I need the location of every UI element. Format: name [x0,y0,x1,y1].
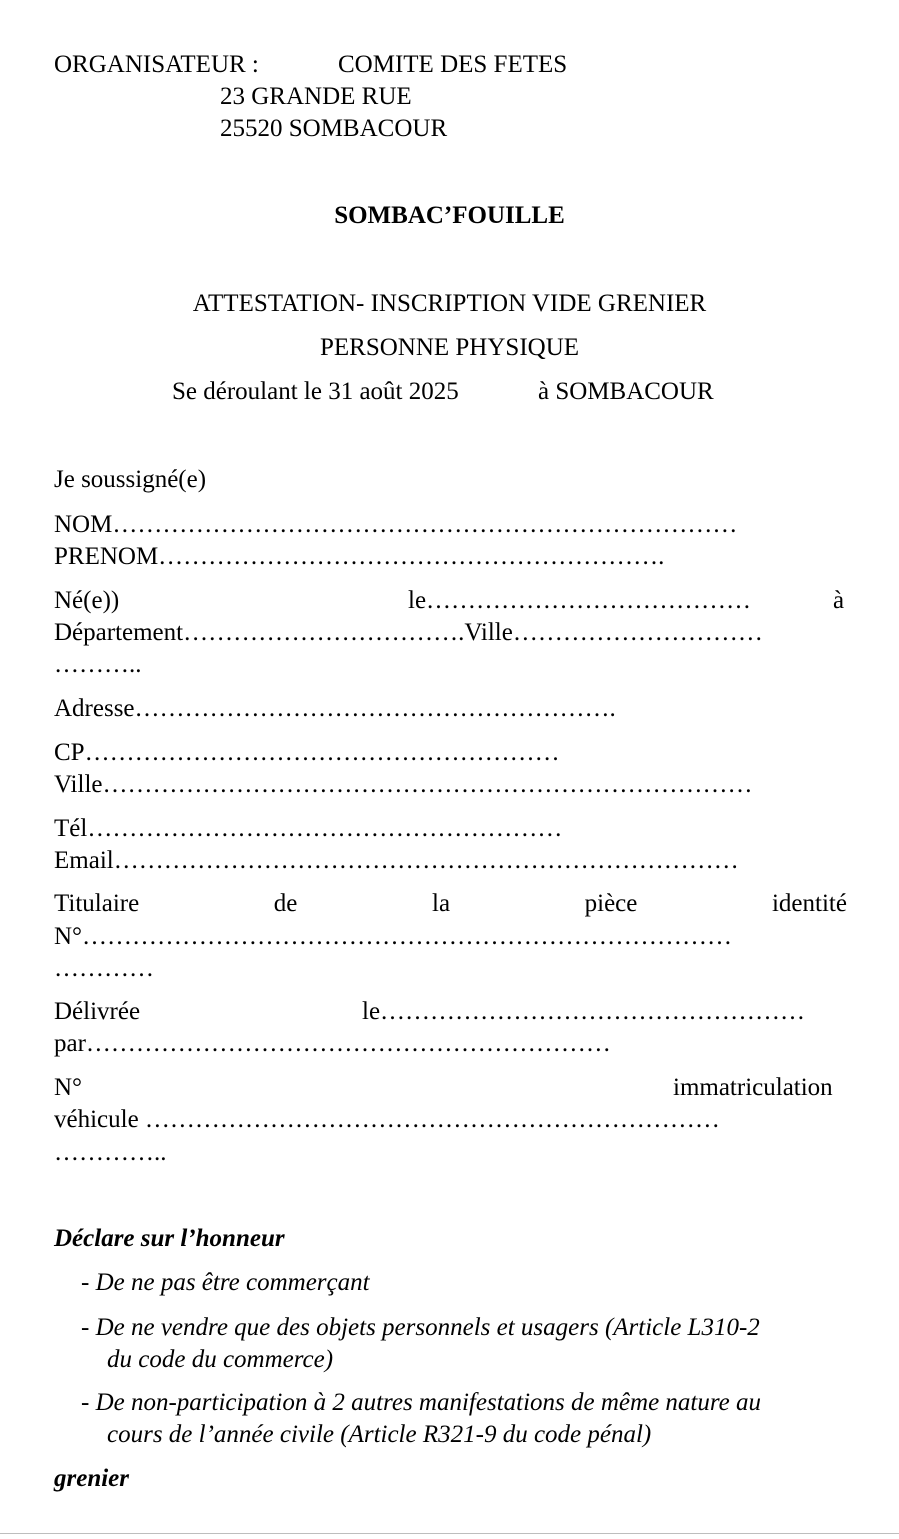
field-vehicule-cont: ………….. [54,1139,167,1166]
field-cp: CP………………………………………………… [54,739,560,766]
heading-line1: ATTESTATION- INSCRIPTION VIDE GRENIER [192,290,707,317]
declare-item-3-line1: - De non-participation à 2 autres manifestations de même nature au [81,1389,762,1416]
field-piece-no-cont: ………… [54,955,154,982]
field-ne-label: Né(e)) [54,587,120,614]
field-departement-cont: ……….. [54,651,142,678]
declare-item-1: - De ne pas être commerçant [81,1269,370,1296]
field-nom: NOM………………………………………………………………… [54,511,738,538]
page-bottom-divider [0,1533,899,1534]
field-email: Email………………………………………………………………… [54,847,739,874]
titulaire-word: la [432,890,451,917]
field-ne-a: à [833,587,845,614]
organizer-street: 23 GRANDE RUE [220,83,412,110]
field-delivree-par: par……………………………………………………… [54,1030,611,1057]
titulaire-word: identité [771,890,847,917]
declare-heading: Déclare sur l’honneur [54,1225,285,1252]
heading-line2: PERSONNE PHYSIQUE [319,334,580,361]
field-departement-ville: Département…………………………….Ville………………………… [54,619,763,646]
declare-item-2-line1: - De ne vendre que des objets personnels et usagers (Article L310-2 [81,1314,760,1341]
declare-item-2-line2: du code du commerce) [107,1346,334,1373]
field-prenom: PRENOM……………………………………………………. [54,543,665,570]
field-immat-no: N° [54,1074,83,1101]
titulaire-word: de [273,890,298,917]
field-ne-le: le………………………………… [408,587,752,614]
titulaire-word: pièce [584,890,638,917]
field-adresse: Adresse…………………………………………………. [54,695,616,722]
field-titulaire [54,891,847,916]
declare-item-3-line2: cours de l’année civile (Article R321-9 du code pénal) [107,1421,652,1448]
field-delivree-le: le…………………………………………… [362,998,806,1025]
field-tel: Tél………………………………………………… [54,815,563,842]
field-piece-no: N°…………………………………………………………………… [54,923,733,950]
field-immat-label: immatriculation [673,1074,833,1101]
footer-word: grenier [54,1465,129,1492]
heading-date: Se déroulant le 31 août 2025 [172,378,459,405]
field-ville: Ville…………………………………………………………………… [54,771,753,798]
field-vehicule: véhicule …………………………………………………………… [54,1106,720,1133]
heading-place: à SOMBACOUR [538,378,714,405]
field-delivree-label: Délivrée [54,998,141,1025]
event-title: SOMBAC’FOUILLE [334,202,565,229]
organizer-name: COMITE DES FETES [338,51,568,78]
form-intro: Je soussigné(e) [54,466,207,493]
titulaire-word: Titulaire [54,890,140,917]
organizer-city: 25520 SOMBACOUR [220,115,448,142]
organizer-label: ORGANISATEUR : [54,51,259,78]
